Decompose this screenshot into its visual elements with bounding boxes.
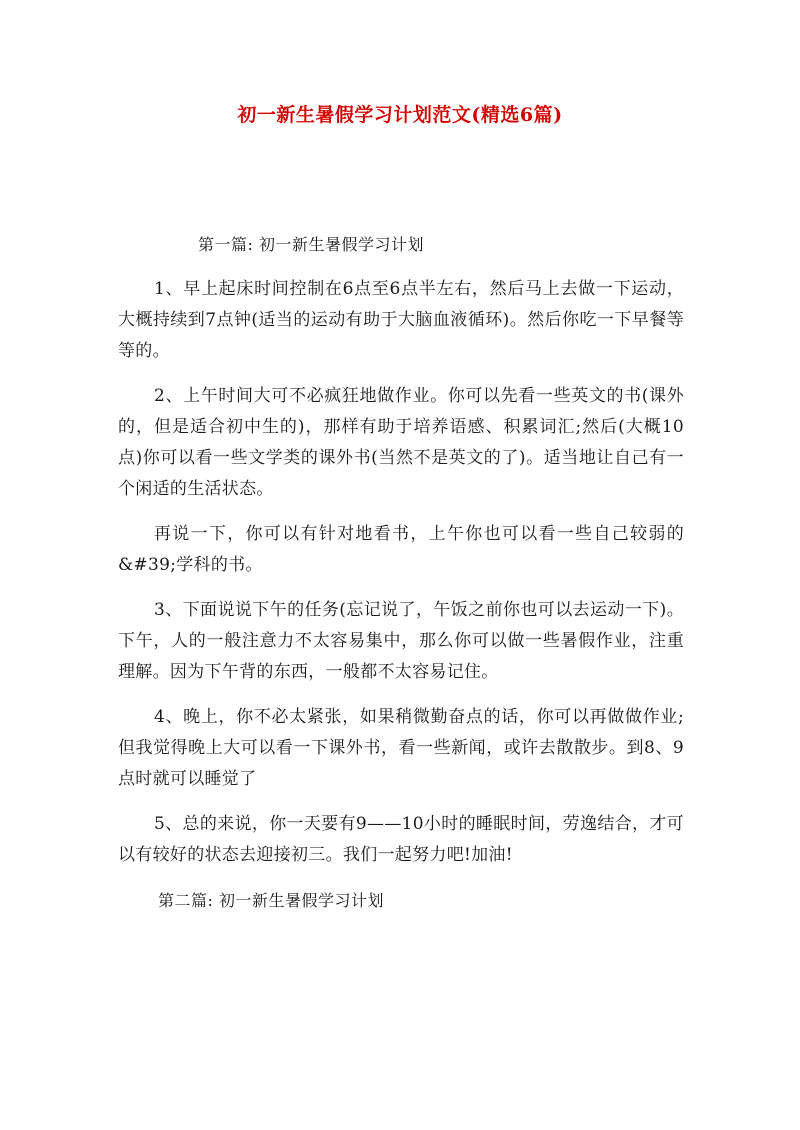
paragraph-summary: 5、总的来说，你一天要有9——10小时的睡眠时间，劳逸结合，才可以有较好的状态去迎接初三。我们一起努力吧!加油! — [118, 814, 684, 865]
paragraph-morning: 1、早上起床时间控制在6点至6点半左右，然后马上去做一下运动，大概持续到7点钟(适当的运动有助于大脑血液循环)。然后你吃一下早餐等等的。 — [118, 279, 684, 361]
section-heading-2: 第二篇: 初一新生暑假学习计划 — [158, 891, 384, 910]
paragraph-afternoon: 3、下面说说下午的任务(忘记说了，午饭之前你也可以去运动一下)。下午，人的一般注意力不太容易集中，那么你可以做一些暑假作业，注重理解。因为下午背的东西，一般都不太容易记住。 — [118, 600, 684, 682]
paragraph-evening: 4、晚上，你不必太紧张，如果稍微勤奋点的话，你可以再做做作业;但我觉得晚上大可以看一下课外书，看一些新闻，或许去散散步。到8、9点时就可以睡觉了 — [118, 707, 684, 789]
section-heading-1: 第一篇: 初一新生暑假学习计划 — [198, 235, 424, 254]
document-body — [118, 229, 684, 916]
document-title: 初一新生暑假学习计划范文(精选6篇) — [237, 104, 563, 126]
paragraph-weak-subjects: 再说一下，你可以有针对地看书，上午你也可以看一些自己较弱的&#39;学科的书。 — [118, 524, 684, 575]
paragraph-forenoon: 2、上午时间大可不必疯狂地做作业。你可以先看一些英文的书(课外的，但是适合初中生的)，那样有助于培养语感、积累词汇;然后(大概10点)你可以看一些文学类的课外书(当然不是英文的了)。适当地让自己有一个闲适的生活状态。 — [118, 386, 684, 499]
